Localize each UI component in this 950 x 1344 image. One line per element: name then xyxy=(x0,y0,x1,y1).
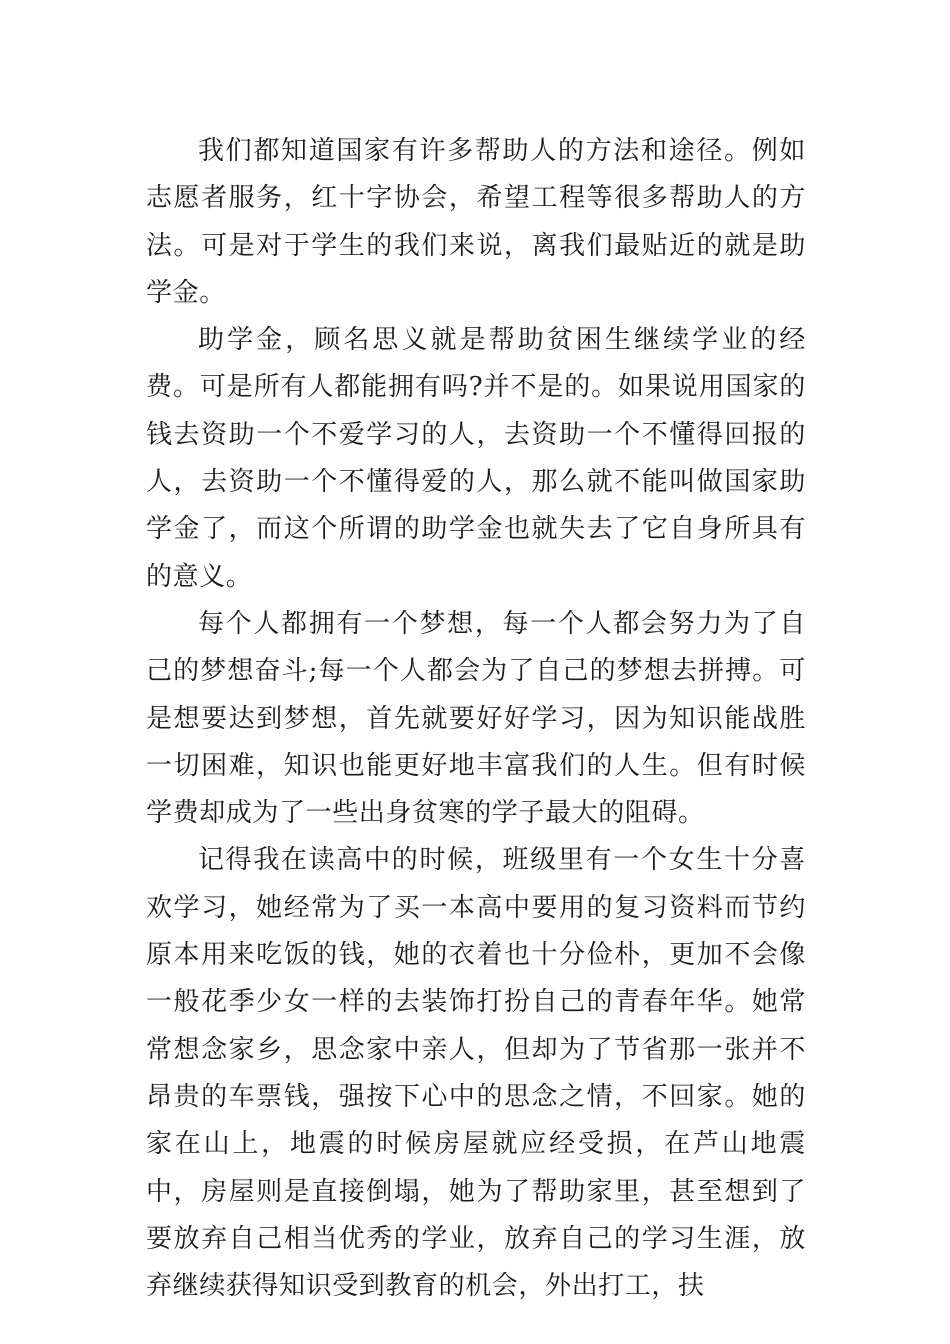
paragraph-1: 我们都知道国家有许多帮助人的方法和途径。例如志愿者服务，红十字协会，希望工程等很多帮助人的方法。可是对于学生的我们来说，离我们最贴近的就是助学金。 xyxy=(146,136,806,308)
document-page xyxy=(146,128,806,1310)
paragraph-2: 助学金，顾名思义就是帮助贫困生继续学业的经费。可是所有人都能拥有吗?并不是的。如果说用国家的钱去资助一个不爱学习的人，去资助一个不懂得回报的人，去资助一个不懂得爱的人，那么就不能叫做国家助学金了，而这个所谓的助学金也就失去了它自身所具有的意义。 xyxy=(146,325,806,592)
paragraph-4: 记得我在读高中的时候，班级里有一个女生十分喜欢学习，她经常为了买一本高中要用的复习资料而节约原本用来吃饭的钱，她的衣着也十分俭朴，更加不会像一般花季少女一样的去装饰打扮自己的青春年华。她常常想念家乡，思念家中亲人，但却为了节省那一张并不昂贵的车票钱，强按下心中的思念之情，不回家。她的家在山上，地震的时候房屋就应经受损，在芦山地震中，房屋则是直接倒塌，她为了帮助家里，甚至想到了要放弃自己相当优秀的学业，放弃自己的学习生涯，放弃继续获得知识受到教育的机会，外出打工，扶 xyxy=(146,845,806,1302)
paragraph-3: 每个人都拥有一个梦想，每一个人都会努力为了自己的梦想奋斗;每一个人都会为了自己的梦想去拼搏。可是想要达到梦想，首先就要好好学习，因为知识能战胜一切困难，知识也能更好地丰富我们的人生。但有时候学费却成为了一些出身贫寒的学子最大的阻碍。 xyxy=(146,608,806,829)
